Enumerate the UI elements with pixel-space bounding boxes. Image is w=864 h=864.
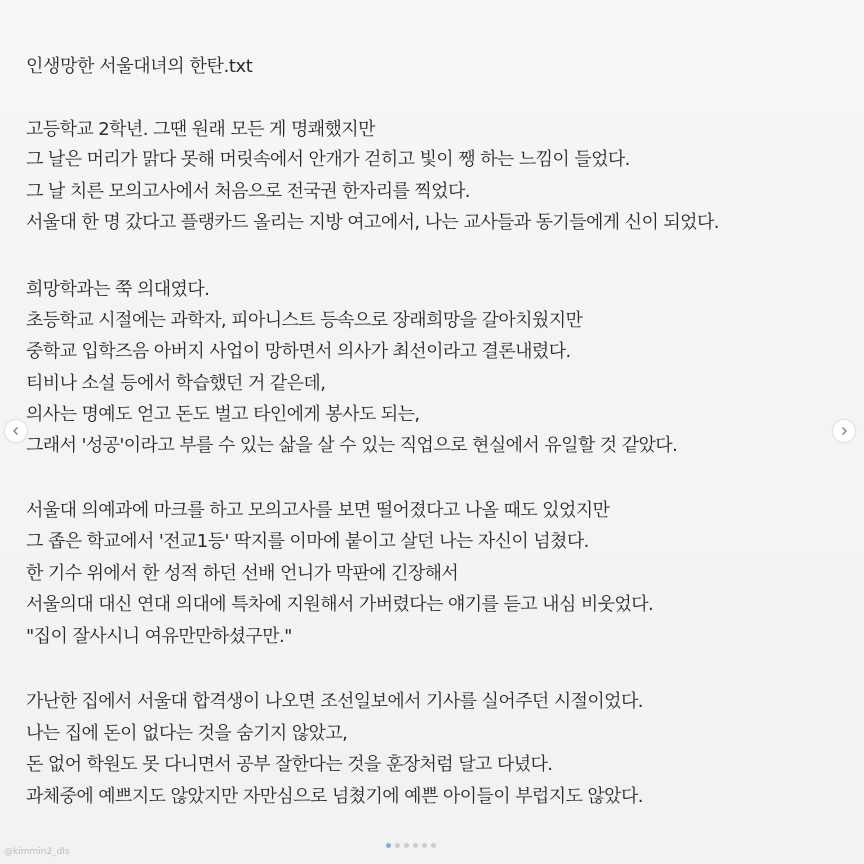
text-line: 서울의대 대신 연대 의대에 특차에 지원해서 가버렸다는 얘기를 듣고 내심 비웃었다. [26,594,654,615]
text-line: 고등학교 2학년. 그땐 원래 모든 게 명쾌했지만 [26,119,375,140]
carousel-dot[interactable] [422,843,427,848]
text-line: 의사는 명예도 얻고 돈도 벌고 타인에게 봉사도 되는, [26,404,420,425]
text-line: 중학교 입학즈음 아버지 사업이 망하면서 의사가 최선이라고 결론내렸다. [26,341,571,362]
text-line: 그 날 치른 모의고사에서 처음으로 전국권 한자리를 찍었다. [26,181,470,202]
text-line: 티비나 소설 등에서 학습했던 거 같은데, [26,373,326,394]
text-line: 가난한 집에서 서울대 합격생이 나오면 조선일보에서 기사를 실어주던 시절이었다. [26,691,643,712]
text-line: 그래서 '성공'이라고 부를 수 있는 삶을 살 수 있는 직업으로 현실에서 유일할 것 같았다. [26,435,678,456]
carousel-indicator [386,843,436,848]
text-line: 돈 없어 학원도 못 다니면서 공부 잘한다는 것을 훈장처럼 달고 다녔다. [26,754,553,775]
text-line: 서울대 한 명 갔다고 플랭카드 올리는 지방 여고에서, 나는 교사들과 동기들에게 신이 되었다. [26,212,719,233]
text-line: 서울대 의예과에 마크를 하고 모의고사를 보면 떨어졌다고 나올 때도 있었지만 [26,500,610,521]
text-line: 초등학교 시절에는 과학자, 피아니스트 등속으로 장래희망을 갈아치웠지만 [26,310,583,331]
chevron-right-icon [839,426,849,436]
text-line: 그 좁은 학교에서 '전교1등' 딱지를 이마에 붙이고 살던 나는 자신이 넘쳤다. [26,531,589,552]
carousel-dot[interactable] [413,843,418,848]
carousel-dot[interactable] [404,843,409,848]
text-line: 나는 집에 돈이 없다는 것을 숨기지 않았고, [26,723,348,744]
chevron-left-icon [11,426,21,436]
document-title: 인생망한 서울대녀의 한탄.txt [26,56,253,77]
text-line: 그 날은 머리가 맑다 못해 머릿속에서 안개가 걷히고 빛이 쨍 하는 느낌이 들었다. [26,149,630,170]
text-line: 희망학과는 쭉 의대였다. [26,279,210,300]
text-line: "집이 잘사시니 여유만만하셨구만." [26,626,292,647]
text-line: 한 기수 위에서 한 성적 하던 선배 언니가 막판에 긴장해서 [26,563,459,584]
carousel-next-button[interactable] [833,420,855,442]
carousel-dot[interactable] [395,843,400,848]
text-line: 과체중에 예쁘지도 않았지만 자만심으로 넘쳤기에 예쁜 아이들이 부럽지도 않았다. [26,786,643,807]
carousel-dot[interactable] [386,843,391,848]
watermark: @kimmin2_dls [4,847,70,857]
carousel-prev-button[interactable] [5,420,27,442]
carousel-dot[interactable] [431,843,436,848]
